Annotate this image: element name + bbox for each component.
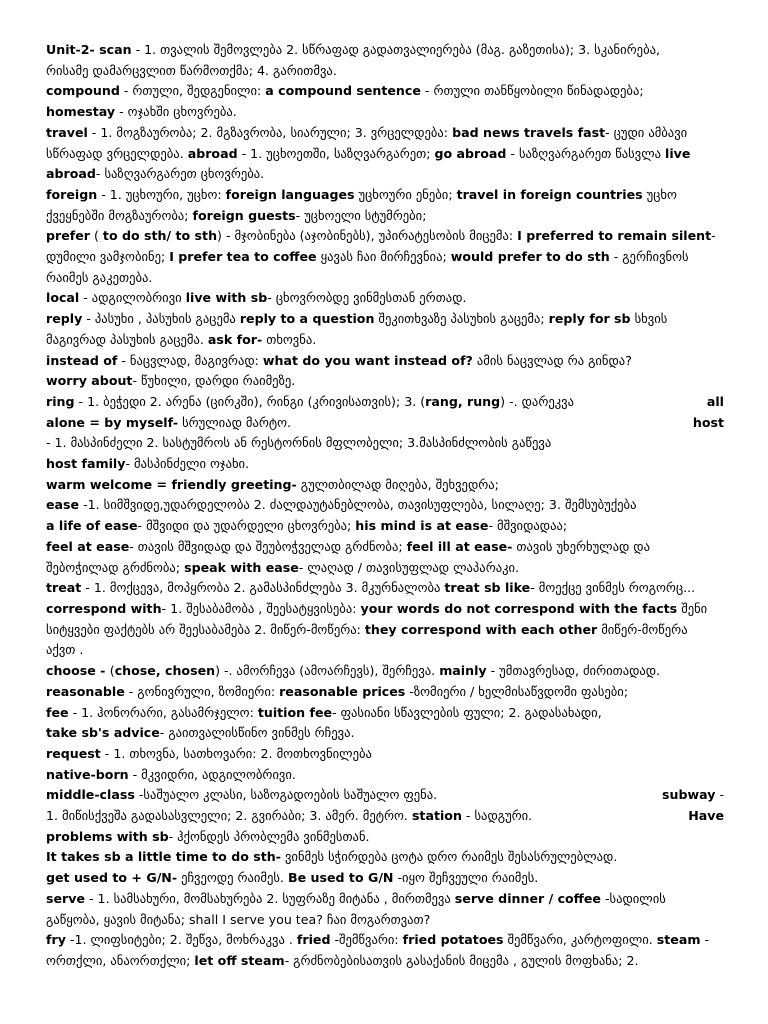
bold-term: problems with sb <box>46 828 169 844</box>
bold-term: feel ill at ease- <box>406 538 513 554</box>
text-line <box>46 578 724 599</box>
definition-text: - ცუდი ამბავი <box>605 124 688 140</box>
bold-term: to do sth/ to sth <box>102 228 218 244</box>
definition-text: სხვის <box>630 311 668 327</box>
definition-text: - გრძნობებისათვის გასაქანის მიცემა , გულის მოფხანა; 2. <box>284 952 639 968</box>
text-line <box>46 723 724 744</box>
text-line <box>46 951 724 972</box>
bold-term: station <box>411 808 462 824</box>
bold-term: Unit-2- scan <box>46 42 132 57</box>
definition-text: -იყო შეჩვეული რაიმეს. <box>393 870 539 886</box>
bold-term: a life of ease <box>46 518 138 534</box>
definition-text: 1. მიწისქვეშა გადასასვლელი; 2. გვირაბი; 3. ამერ. მეტრო. <box>46 808 412 824</box>
text-line <box>46 495 724 516</box>
bold-term: treat sb like <box>444 580 531 596</box>
text-line <box>46 640 724 661</box>
bold-term: I preferred to remain silent <box>517 228 712 244</box>
bold-term: rang, rung <box>425 393 501 409</box>
bold-term: let off steam <box>194 952 285 968</box>
definition-text: - 1. მოგზაურობა; 2. მგზავრობა, სიარული; 3. ვრცელდება: <box>87 124 453 140</box>
text-line <box>46 910 724 931</box>
bold-term: correspond with <box>46 600 162 616</box>
definition-text: - გონივრული, ზომიერი: <box>124 683 280 699</box>
bold-term: Have <box>688 808 724 824</box>
text-line <box>46 661 724 682</box>
bold-term: treat <box>46 580 82 596</box>
definition-text: - მშვიდადაა; <box>488 518 568 534</box>
bold-term: reply <box>46 311 83 327</box>
definition-text: - 1. სამსახური, მომსახურება 2. სუფრაზე მიტანა , მირთმევა <box>85 890 455 906</box>
text-line <box>46 330 724 351</box>
bold-term: I prefer tea to coffee <box>169 249 317 265</box>
bold-term: reasonable <box>46 683 125 699</box>
text-line <box>46 371 724 392</box>
text-line <box>46 309 724 330</box>
bold-term: travel in foreign countries <box>456 186 643 202</box>
bold-term: host family <box>46 456 126 472</box>
right-aligned-term <box>707 392 724 413</box>
text-line <box>46 475 724 496</box>
definition-text: - 1. უცხოეთში, საზღვარგარეთ; <box>237 145 435 161</box>
bold-term: chose, chosen <box>114 663 216 679</box>
text-line <box>46 827 724 848</box>
definition-text: -შემწვარი: <box>330 932 403 948</box>
definition-text: ორთქლი, ანაორთქლი; <box>46 952 195 968</box>
text-line <box>46 247 724 268</box>
text-line <box>46 185 724 206</box>
definition-text: შებოჭილად გრძნობა; <box>46 559 185 575</box>
bold-term: bad news travels fast <box>452 124 606 140</box>
text-line <box>46 454 724 475</box>
definition-text: სრულიად მარტო. <box>178 414 292 430</box>
bold-term: local <box>46 290 80 306</box>
text-line <box>46 703 724 724</box>
definition-text: დუმილი ვამჯობინე; <box>46 249 170 265</box>
text-line <box>46 268 724 289</box>
bold-term: reasonable prices <box>279 683 406 699</box>
text-line <box>46 516 724 537</box>
definition-text: - თავის მშვიდად და შეუბოჭველად გრძნობა; <box>129 538 407 554</box>
text-line <box>46 164 724 185</box>
text-line <box>46 765 724 786</box>
bold-term: travel <box>46 124 88 140</box>
bold-term: get used to + G/N- <box>46 870 178 886</box>
bold-term: fee <box>46 704 69 720</box>
bold-term: fried <box>296 932 331 948</box>
text-line <box>46 620 724 641</box>
bold-term: worry about <box>46 373 133 389</box>
definition-text: - სადგური. <box>461 808 533 824</box>
definition-text: უცხოური ენები; <box>354 186 457 202</box>
definition-text: ( <box>109 663 115 679</box>
bold-term: homestay <box>46 104 116 120</box>
definition-text: -სადილის <box>600 890 666 906</box>
bold-term: mainly <box>439 663 487 679</box>
definition-text: - ცხოვრობდე ვინმესთან ერთად. <box>267 290 467 306</box>
definition-text: ქვეყნებში მოგზაურობა; <box>46 207 193 223</box>
bold-term: fried potatoes <box>402 932 504 948</box>
definition-text: - უცხოელი სტუმრები; <box>295 207 427 223</box>
definition-text: - ოჯახში ცხოვრება. <box>115 104 237 120</box>
definition-text: - მკვიდრი, ადგილობრივი. <box>128 766 296 782</box>
text-line <box>46 351 724 372</box>
definition-text: - რთული, შედგენილი: <box>119 83 266 99</box>
bold-term: foreign languages <box>225 186 355 202</box>
definition-text: -ზომიერი / ხელმისაწვდომი ფასები; <box>405 683 629 699</box>
bold-term: serve dinner / coffee <box>454 890 601 906</box>
definition-text: ვინმეს სჭირდება ცოტა დრო რაიმეს შესასრულებლად. <box>280 849 618 865</box>
text-line <box>46 847 724 868</box>
bold-term: request <box>46 745 101 761</box>
definition-text: - 1. მოქცევა, მოპყრობა 2. გამასპინძლება 3. მკურნალობა <box>81 580 445 596</box>
definition-text: - ნაცვლად, მაგივრად: <box>117 352 263 368</box>
bold-term: prefer <box>46 228 90 244</box>
definition-text: - წუხილი, დარდი რაიმეზე. <box>132 373 296 389</box>
definition-text: - <box>711 228 716 244</box>
bold-term: what do you want instead of? <box>262 352 473 368</box>
text-line <box>46 288 724 309</box>
bold-term: go abroad <box>434 145 507 161</box>
bold-term: reply to a question <box>239 311 375 327</box>
text-line <box>46 930 724 951</box>
definition-text: - ლაღად / თავისუფლად ლაპარაკი. <box>298 559 520 575</box>
bold-term: native-born <box>46 766 129 782</box>
definition-text: მიწერ-მოწერა <box>597 621 688 637</box>
definition-text: - 1. თვალის შემოვლება 2. სწრაფად გადათვალიერება (მაგ. გაზეთისა); 3. სკანირება, <box>131 42 660 57</box>
bold-term: alone = by myself- <box>46 414 179 430</box>
definition-text: შეკითხვაზე პასუხის გაცემა; <box>374 311 549 327</box>
definition-text: - გერჩივნოს <box>609 249 689 265</box>
text-line <box>46 413 724 434</box>
text-line <box>46 81 724 102</box>
bold-term: they correspond with each other <box>364 621 598 637</box>
text-line <box>46 123 724 144</box>
definition-text: ) -. ამორჩევა (ამოარჩევს), შერჩევა. <box>215 663 440 679</box>
definition-text: - მასპინძელი ოჯახი. <box>125 456 250 472</box>
bold-term: abroad <box>46 166 96 182</box>
text-line <box>46 744 724 765</box>
definition-text: სწრაფად ვრცელდება. <box>46 145 188 161</box>
definition-text: -1. ლიფსიტები; 2. შეწვა, მოხრაკვა . <box>65 932 297 948</box>
bold-term: would prefer to do sth <box>450 249 610 265</box>
text-line <box>46 889 724 910</box>
bold-term: a compound sentence <box>265 83 421 99</box>
text-line <box>46 206 724 227</box>
bold-term: fry <box>46 932 66 948</box>
definition-text: - საზღვარგარეთ ცხოვრება. <box>95 166 265 182</box>
text-line <box>46 537 724 558</box>
definition-text: ყავას ჩაი მირჩევნია; <box>316 249 451 265</box>
definition-text: მაგივრად პასუხის გაცემა. <box>46 331 208 347</box>
bold-term: warm welcome = friendly greeting- <box>46 476 297 492</box>
bold-term: Be used to G/N <box>288 870 394 886</box>
definition-text: - ჰქონდეს პრობლემა ვინმესთან. <box>168 828 370 844</box>
text-line <box>46 226 724 247</box>
definition-text: სიტყვები ფაქტებს არ შეესაბამება 2. მიწერ-მოწერა: <box>46 621 365 637</box>
definition-text: შენი <box>677 600 708 616</box>
text-line <box>46 40 724 61</box>
definition-text: - 1. ჰონორარი, გასამრჯელო: <box>68 704 258 720</box>
definition-text: - მოექცე ვინმეს როგორც... <box>530 580 696 596</box>
bold-term: instead of <box>46 352 118 368</box>
definition-text: ) -. დარეკვა <box>500 393 575 409</box>
right-aligned-term <box>693 413 724 434</box>
definition-text: უცხო <box>642 186 677 202</box>
bold-term: It takes sb a little time to do sth- <box>46 849 281 865</box>
definition-text: ) - მჯობინება (აჯობინებს), უპირატესობის მიცემა: <box>217 228 518 244</box>
text-line <box>46 682 724 703</box>
bold-term: ease <box>46 497 80 513</box>
definition-text: თავის უხერხულად და <box>512 538 650 554</box>
definition-text: - 1. თხოვნა, სათხოვარი: 2. მოთხოვნილება <box>100 745 372 761</box>
bold-term: feel at ease <box>46 538 130 554</box>
definition-text: გულთბილად მიღება, შეხვედრა; <box>296 476 499 492</box>
definition-text: რისამე დამარცვლით წარმოთქმა; 4. გარითმვა. <box>46 62 337 78</box>
bold-term: abroad <box>187 145 238 161</box>
text-line <box>46 61 724 82</box>
definition-text: - პასუხი , პასუხის გაცემა <box>82 311 240 327</box>
bold-term: serve <box>46 890 85 906</box>
definition-text: - ფასიანი სწავლების ფული; 2. გადასახადი, <box>332 704 602 720</box>
bold-term: foreign guests <box>192 207 296 223</box>
text-line <box>46 558 724 579</box>
definition-text: რაიმეს გაკეთება. <box>46 269 153 285</box>
definition-text: თხოვნა. <box>262 331 317 347</box>
bold-term: ring <box>46 393 75 409</box>
definition-text: ამის ნაცვლად რა გინდა? <box>472 352 632 368</box>
definition-text: - 1. მასპინძელი 2. სასტუმროს ან რესტორნის მფლობელი; 3.მასპინძლობის გაწევა <box>46 435 552 451</box>
bold-term: steam <box>656 932 701 948</box>
bold-term: speak with ease <box>184 559 299 575</box>
definition-text: - მშვიდი და უდარდელი ცხოვრება; <box>137 518 356 534</box>
bold-term: live <box>665 145 691 161</box>
definition-text: - გაითვალისწინო ვინმეს რჩევა. <box>159 725 355 741</box>
bold-term: all <box>706 393 724 409</box>
bold-term: tuition fee <box>257 704 333 720</box>
text-line <box>46 433 724 454</box>
text-line <box>46 144 724 165</box>
bold-term: host <box>692 414 724 430</box>
bold-term: foreign <box>46 186 98 202</box>
bold-term: compound <box>46 83 120 99</box>
text-line <box>46 785 724 806</box>
bold-term: choose - <box>46 663 110 679</box>
text-line <box>46 392 724 413</box>
bold-term: middle-class <box>46 787 135 803</box>
definition-text: გაწყობა, ყავის მიტანა; shall I serve you tea? ჩაი მოგართვათ? <box>46 911 431 927</box>
definition-text: - <box>715 787 724 803</box>
definition-text: - 1. შესაბამობა , შეესატყვისება: <box>161 600 361 616</box>
text-line <box>46 806 724 827</box>
definition-text: შემწვარი, კარტოფილი. <box>503 932 657 948</box>
definition-text: აქვთ . <box>46 642 84 658</box>
definition-text: - <box>700 932 710 948</box>
right-aligned-term <box>688 806 724 827</box>
text-line <box>46 868 724 889</box>
definition-text: - რთული თანწყობილი წინადადება; <box>420 83 644 99</box>
definition-text: - 1. უცხოური, უცხო: <box>97 186 226 202</box>
bold-term: his mind is at ease <box>355 518 489 534</box>
bold-term: reply for sb <box>548 311 631 327</box>
bold-term: live with sb <box>185 290 268 306</box>
definition-text: - საზღვარგარეთ წასვლა <box>506 145 665 161</box>
text-line <box>46 102 724 123</box>
definition-text: - ადგილობრივი <box>79 290 186 306</box>
definition-text: ეჩვეოდე რაიმეს. <box>177 870 288 886</box>
definition-text: - უმთავრესად, ძირითადად. <box>486 663 661 679</box>
text-line <box>46 599 724 620</box>
bold-term: ask for- <box>207 331 263 347</box>
right-aligned-term <box>662 785 724 806</box>
definition-text: ( <box>90 228 103 244</box>
bold-term: take sb's advice <box>46 725 160 741</box>
bold-term: subway <box>662 787 716 803</box>
definition-text: -საშუალო კლასი, საზოგადოების საშუალო ფენა. <box>134 787 438 803</box>
definition-text: - 1. ბეჭედი 2. არენა (ცირკში), რინგი (კრივისათვის); 3. ( <box>74 393 426 409</box>
definition-text: -1. სიმშვიდე,უდარდელობა 2. ძალდაუტანებლობა, თავისუფლება, სილაღე; 3. შემსუბუქება <box>79 497 637 513</box>
bold-term: your words do not correspond with the facts <box>360 600 678 616</box>
